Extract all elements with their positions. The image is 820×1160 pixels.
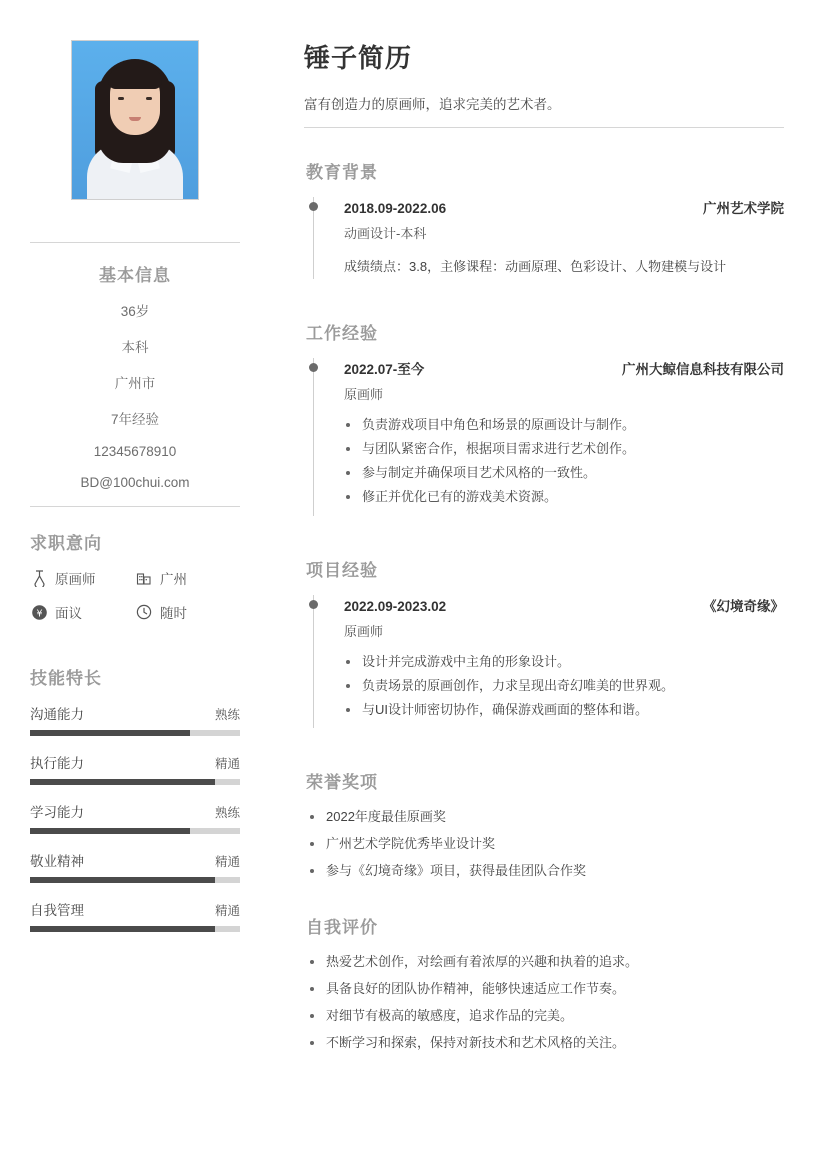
skill-name: 学习能力 [30, 805, 84, 820]
skill-item [30, 703, 240, 736]
education-title: 教育背景 [306, 163, 378, 182]
skill-level: 熟练 [214, 806, 240, 820]
job-intent-position [30, 568, 135, 588]
project-title: 项目经验 [306, 560, 378, 580]
basic-info-phone: 12345678910 [93, 444, 177, 459]
sidebar [0, 0, 270, 1160]
skill-level: 精通 [214, 855, 240, 869]
skill-bar [30, 730, 240, 736]
basic-info-degree: 本科 [121, 340, 149, 355]
skill-name: 沟通能力 [30, 707, 84, 722]
honors-title: 荣誉奖项 [306, 772, 378, 792]
work-company: 广州大鲸信息科技有限公司 [622, 362, 784, 377]
work-bullets [344, 415, 784, 508]
education-date: 2018.09-2022.06 [344, 201, 447, 216]
education-timeline [313, 197, 784, 279]
position-icon [30, 569, 48, 587]
skill-item [30, 752, 240, 785]
project-bullets [344, 652, 784, 720]
skills-title: 技能特长 [30, 669, 102, 688]
skill-bar [30, 877, 240, 883]
project-role: 原画师 [344, 623, 384, 639]
work-timeline [313, 358, 784, 516]
skill-bar [30, 779, 240, 785]
basic-info-experience: 7年经验 [110, 412, 159, 427]
sidebar-divider-top [30, 242, 240, 243]
timeline-dot-icon [309, 363, 318, 372]
self-eval-title: 自我评价 [306, 918, 378, 938]
self-eval-list [306, 952, 784, 1053]
job-intent-salary-label: 面议 [55, 606, 82, 621]
section-work [304, 319, 784, 516]
self-eval-item: 不断学习和探索，保持对新技术和艺术风格的关注。 [306, 1033, 784, 1054]
work-bullet: 与团队紧密合作，根据项目需求进行艺术创作。 [344, 439, 784, 459]
honor-item: 2022年度最佳原画奖 [306, 807, 784, 828]
section-honors [304, 768, 784, 881]
skill-bar [30, 926, 240, 932]
sidebar-divider-bottom [30, 506, 240, 507]
work-date: 2022.07-至今 [344, 362, 425, 377]
job-intent-availability [135, 602, 240, 622]
svg-text:¥: ¥ [35, 607, 43, 619]
work-bullet: 负责游戏项目中角色和场景的原画设计与制作。 [344, 415, 784, 435]
profile-tagline: 富有创造力的原画师，追求完美的艺术者。 [304, 93, 784, 128]
section-project [304, 556, 784, 728]
avatar-fringe [108, 67, 162, 89]
salary-icon [30, 603, 48, 621]
job-intent-salary [30, 602, 135, 622]
timeline-dot-icon [309, 600, 318, 609]
education-school: 广州艺术学院 [703, 201, 784, 216]
section-education [304, 158, 784, 279]
education-note: 成绩绩点：3.8，主修课程：动画原理、色彩设计、人物建模与设计 [344, 259, 727, 274]
honor-item: 广州艺术学院优秀毕业设计奖 [306, 834, 784, 855]
work-title: 工作经验 [306, 324, 378, 343]
skill-item [30, 899, 240, 932]
job-intent-city [135, 568, 240, 588]
project-name: 《幻境奇缘》 [703, 598, 784, 614]
basic-info-title: 基本信息 [99, 266, 171, 285]
skill-bar [30, 828, 240, 834]
skill-name: 自我管理 [30, 903, 84, 918]
skill-level: 熟练 [214, 708, 240, 722]
work-bullet: 修正并优化已有的游戏美术资源。 [344, 487, 784, 507]
project-bullet: 设计并完成游戏中主角的形象设计。 [344, 652, 784, 672]
timeline-dot-icon [309, 202, 318, 211]
project-bullet: 负责场景的原画创作，力求呈现出奇幻唯美的世界观。 [344, 676, 784, 696]
skill-item [30, 850, 240, 883]
job-intent-list [30, 568, 240, 636]
clock-icon [135, 603, 153, 621]
basic-info-age: 36岁 [120, 304, 150, 319]
job-intent-position-label: 原画师 [55, 572, 96, 587]
basic-info-city: 广州市 [114, 376, 156, 391]
skill-level: 精通 [214, 904, 240, 918]
avatar-eye-right [146, 97, 152, 100]
self-eval-item: 热爱艺术创作，对绘画有着浓厚的兴趣和执着的追求。 [306, 952, 784, 973]
city-icon [135, 569, 153, 587]
work-role: 原画师 [344, 387, 384, 402]
skill-item [30, 801, 240, 834]
honor-item: 参与《幻境奇缘》项目，获得最佳团队合作奖 [306, 861, 784, 882]
work-bullet: 参与制定并确保项目艺术风格的一致性。 [344, 463, 784, 483]
skill-name: 敬业精神 [30, 854, 84, 869]
project-bullet: 与UI设计师密切协作，确保游戏画面的整体和谐。 [344, 700, 784, 720]
project-timeline [313, 595, 784, 728]
basic-info-email: BD@100chui.com [80, 475, 190, 490]
skill-level: 精通 [214, 757, 240, 771]
self-eval-item: 对细节有极高的敏感度，追求作品的完美。 [306, 1006, 784, 1027]
self-eval-item: 具备良好的团队协作精神，能够快速适应工作节奏。 [306, 979, 784, 1000]
education-major: 动画设计-本科 [344, 226, 427, 241]
job-intent-title: 求职意向 [30, 534, 102, 553]
honors-list [306, 807, 784, 881]
page-title: 锤子简历 [304, 43, 413, 73]
section-self-evaluation [304, 913, 784, 1053]
project-date: 2022.09-2023.02 [344, 598, 447, 614]
main-content [270, 0, 820, 1160]
avatar [71, 40, 199, 200]
avatar-eye-left [118, 97, 124, 100]
job-intent-availability-label: 随时 [160, 606, 187, 621]
skill-name: 执行能力 [30, 756, 84, 771]
job-intent-city-label: 广州 [160, 572, 187, 587]
